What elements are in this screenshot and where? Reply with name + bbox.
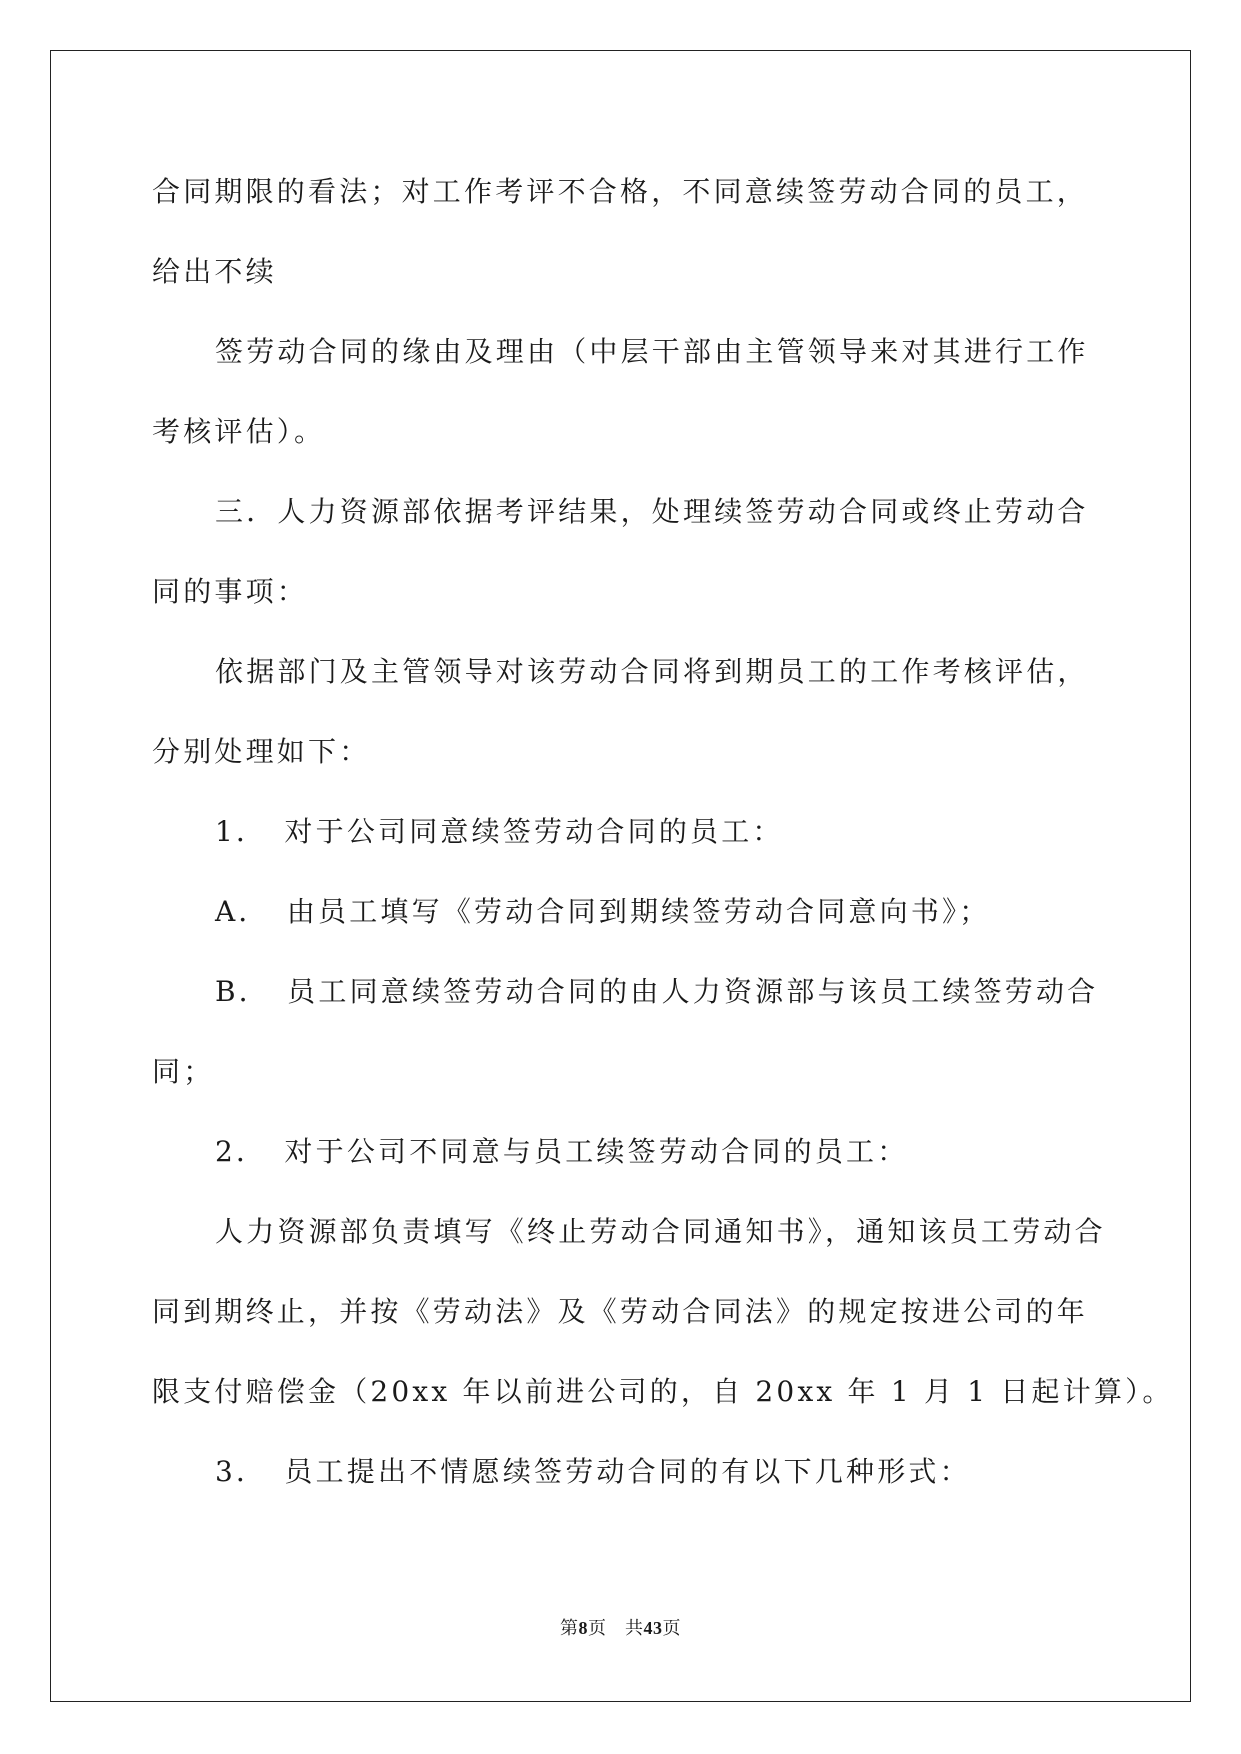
body-line-13: 2． 对于公司不同意与员工续签劳动合同的员工：	[215, 1135, 909, 1168]
footer-mid: 页 共	[588, 1618, 644, 1639]
body-line-16: 限支付赔偿金（20xx 年以前进公司的，自 20xx 年 1 月 1 日起计算）。	[152, 1375, 1174, 1408]
footer-page-number: 8	[578, 1618, 588, 1638]
body-line-11: B． 员工同意续签劳动合同的由人力资源部与该员工续签劳动合	[215, 975, 1099, 1008]
body-line-14: 人力资源部负责填写《终止劳动合同通知书》，通知该员工劳动合	[215, 1215, 1106, 1248]
body-line-6: 同的事项：	[152, 575, 309, 608]
body-line-5: 三．人力资源部依据考评结果，处理续签劳动合同或终止劳动合	[215, 495, 1089, 528]
body-line-9: 1． 对于公司同意续签劳动合同的员工：	[215, 815, 784, 848]
body-line-2: 给出不续	[152, 255, 277, 288]
body-line-4: 考核评估）。	[152, 415, 326, 448]
footer-total-pages: 43	[643, 1618, 663, 1638]
body-line-10: A． 由员工填写《劳动合同到期续签劳动合同意向书》；	[215, 895, 991, 928]
body-line-3: 签劳动合同的缘由及理由（中层干部由主管领导来对其进行工作	[215, 335, 1089, 368]
body-line-12: 同；	[152, 1055, 215, 1088]
body-line-7: 依据部门及主管领导对该劳动合同将到期员工的工作考核评估，	[215, 655, 1089, 688]
body-line-8: 分别处理如下：	[152, 735, 371, 768]
body-line-1: 合同期限的看法；对工作考评不合格，不同意续签劳动合同的员工，	[152, 175, 1089, 208]
body-line-15: 同到期终止，并按《劳动法》及《劳动合同法》的规定按进公司的年	[152, 1295, 1089, 1328]
footer-prefix: 第	[560, 1618, 579, 1639]
footer-suffix: 页	[662, 1618, 681, 1639]
body-line-17: 3． 员工提出不情愿续签劳动合同的有以下几种形式：	[215, 1455, 971, 1488]
page-footer	[0, 1616, 1241, 1641]
